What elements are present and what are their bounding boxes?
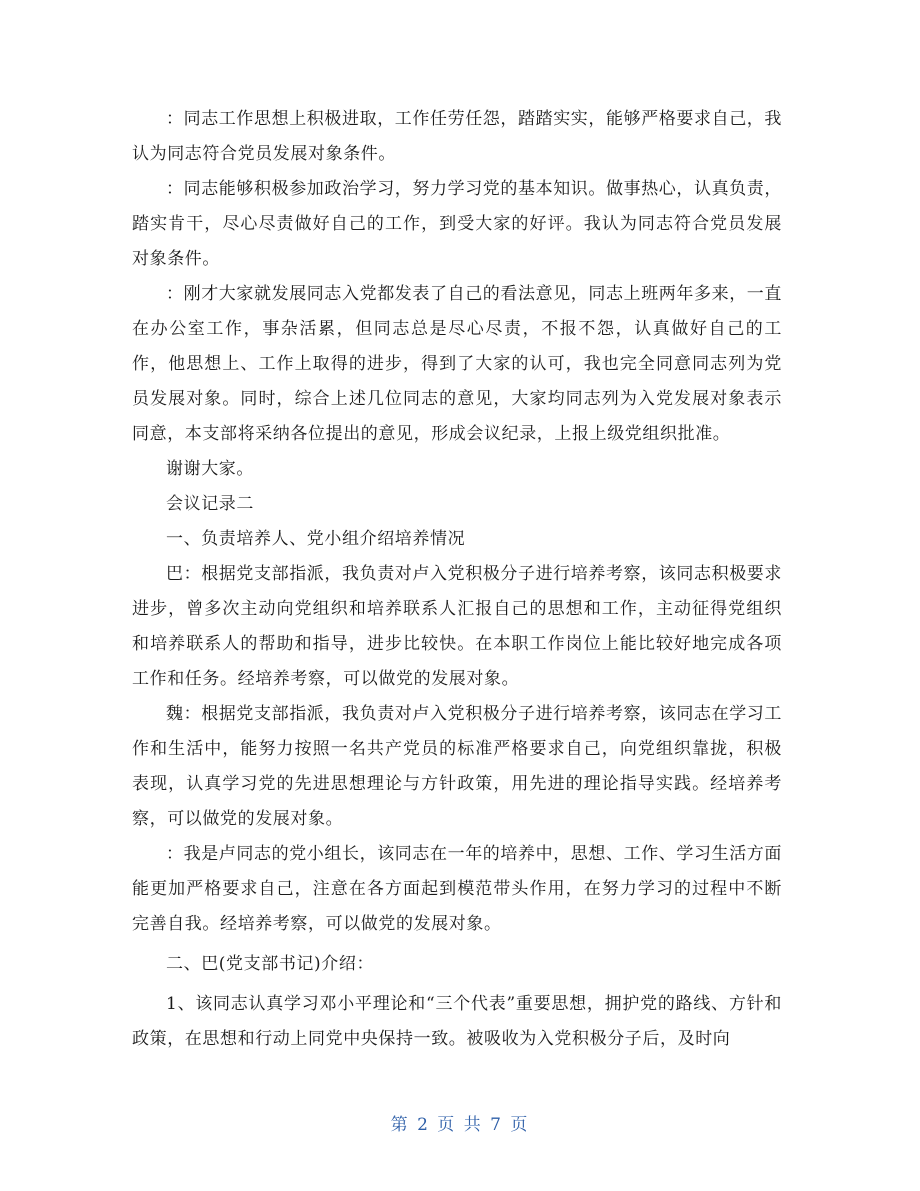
subheading-1: 一、负责培养人、党小组介绍培养情况 bbox=[166, 529, 466, 549]
paragraph-point-1: 1、该同志认真学习邓小平理论和“三个代表”重要思想，拥护党的路线、方针和政策，在思想和行动上同党中央保持一致。被吸收为入党积极分子后，及时向 bbox=[132, 994, 782, 1049]
paragraph-1: ：同志工作思想上积极进取，工作任劳任怨，踏踏实实，能够严格要求自己，我认为同志符合党员发展对象条件。 bbox=[132, 109, 782, 164]
paragraph-thanks: 谢谢大家。 bbox=[166, 459, 254, 479]
paragraph-wei: 魏：根据党支部指派，我负责对卢入党积极分子进行培养考察，该同志在学习工作和生活中，能努力按照一名共产党员的标准严格要求自己，向党组织靠拢，积极表现，认真学习党的先进思想理论与方针政策，用先进的理论指导实践。经培养考察，可以做党的发展对象。 bbox=[132, 704, 782, 829]
page-number-footer: 第 2 页 共 7 页 bbox=[390, 1115, 530, 1135]
paragraph-ba: 巴：根据党支部指派，我负责对卢入党积极分子进行培养考察，该同志积极要求进步，曾多次主动向党组织和培养联系人汇报自己的思想和工作，主动征得党组织和培养联系人的帮助和指导，进步比较快。在本职工作岗位上能比较好地完成各项工作和任务。经培养考察，可以做党的发展对象。 bbox=[132, 564, 782, 689]
section-heading-minutes-2: 会议记录二 bbox=[166, 494, 254, 514]
paragraph-2: ：同志能够积极参加政治学习，努力学习党的基本知识。做事热心，认真负责，踏实肯干，尽心尽责做好自己的工作，到受大家的好评。我认为同志符合党员发展对象条件。 bbox=[132, 179, 782, 269]
subheading-2: 二、巴(党支部书记)介绍： bbox=[166, 954, 375, 974]
paragraph-group-leader: ：我是卢同志的党小组长，该同志在一年的培养中，思想、工作、学习生活方面能更加严格要求自己，注意在各方面起到模范带头作用，在努力学习的过程中不断完善自我。经培养考察，可以做党的发展对象。 bbox=[132, 844, 782, 934]
paragraph-3: ：刚才大家就发展同志入党都发表了自己的看法意见，同志上班两年多来，一直在办公室工作，事杂活累，但同志总是尽心尽责，不报不怨，认真做好自己的工作，他思想上、工作上取得的进步，得到了大家的认可，我也完全同意同志列为党员发展对象。同时，综合上述几位同志的意见，大家均同志列为入党发展对象表示同意，本支部将采纳各位提出的意见，形成会议纪录，上报上级党组织批准。 bbox=[132, 284, 782, 444]
document-body bbox=[132, 102, 782, 1057]
